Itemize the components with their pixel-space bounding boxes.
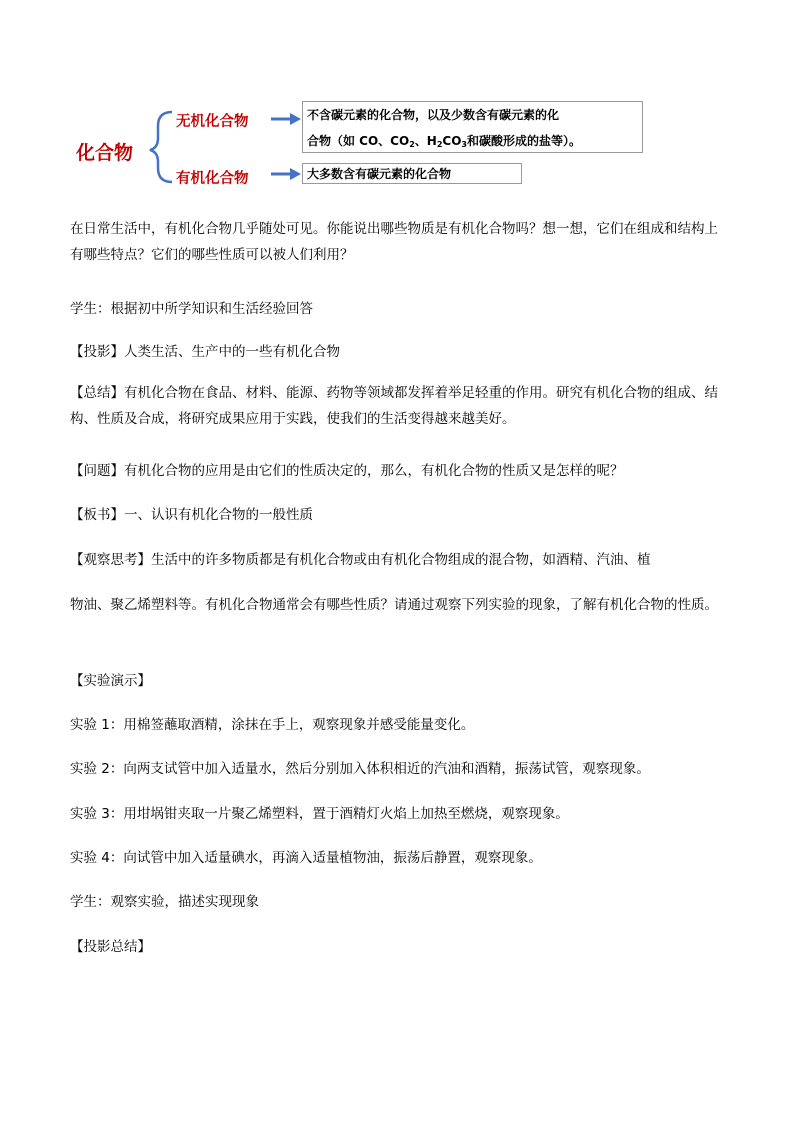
paragraph-student-2: 学生：观察实验，描述实现现象 bbox=[70, 894, 259, 910]
inorganic-definition-box bbox=[302, 101, 643, 153]
bracket-shape bbox=[150, 112, 172, 182]
inorganic-label: 无机化合物 bbox=[176, 114, 249, 130]
paragraph-observe-1: 【观察思考】生活中的许多物质都是有机化合物或由有机化合物组成的混合物，如酒精、汽油、植 bbox=[70, 552, 651, 568]
paragraph-observe-2: 物油、聚乙烯塑料等。有机化合物通常会有哪些性质？请通过观察下列实验的现象，了解有机化合物的性质。 bbox=[70, 597, 718, 613]
arrow-icon bbox=[271, 113, 301, 125]
paragraph-experiment-3: 实验 3：用坩埚钳夹取一片聚乙烯塑料，置于酒精灯火焰上加热至燃烧，观察现象。 bbox=[70, 806, 569, 822]
inorganic-def-line1: 不含碳元素的化合物，以及少数含有碳元素的化 bbox=[307, 108, 560, 122]
paragraph-question: 【问题】有机化合物的应用是由它们的性质决定的，那么，有机化合物的性质又是怎样的呢？ bbox=[70, 463, 624, 479]
paragraph-board: 【板书】一、认识有机化合物的一般性质 bbox=[70, 507, 313, 523]
organic-label: 有机化合物 bbox=[176, 171, 249, 187]
paragraph-demo-heading: 【实验演示】 bbox=[70, 673, 151, 689]
paragraph-projection: 【投影】人类生活、生产中的一些有机化合物 bbox=[70, 344, 340, 360]
organic-definition-box: 大多数含有碳元素的化合物 bbox=[302, 163, 522, 184]
root-label: 化合物 bbox=[76, 142, 134, 164]
paragraph-student-1: 学生：根据初中所学知识和生活经验回答 bbox=[70, 301, 313, 317]
paragraph-intro: 在日常生活中，有机化合物几乎随处可见。你能说出哪些物质是有机化合物吗？想一想，它们在组成和结构上有哪些特点？它们的哪些性质可以被人们利用？ bbox=[70, 221, 718, 263]
paragraph-experiment-4: 实验 4：向试管中加入适量碘水，再滴入适量植物油，振荡后静置，观察现象。 bbox=[70, 850, 542, 866]
paragraph-projection-summary: 【投影总结】 bbox=[70, 939, 151, 955]
arrow-icon bbox=[271, 168, 301, 180]
classification-diagram bbox=[0, 0, 794, 200]
paragraph-experiment-2: 实验 2：向两支试管中加入适量水，然后分别加入体积相近的汽油和酒精，振荡试管，观察现象。 bbox=[70, 761, 650, 777]
paragraph-experiment-1: 实验 1：用棉签蘸取酒精，涂抹在手上，观察现象并感受能量变化。 bbox=[70, 717, 475, 733]
paragraph-summary: 【总结】有机化合物在食品、材料、能源、药物等领域都发挥着举足轻重的作用。研究有机化合物的组成、结构、性质及合成，将研究成果应用于实践，使我们的生活变得越来越美好。 bbox=[70, 385, 718, 427]
inorganic-def-line2: 合物（如 CO、$CO_2$、$H_2CO_3$和碳酸形成的盐等）。 bbox=[307, 134, 582, 149]
